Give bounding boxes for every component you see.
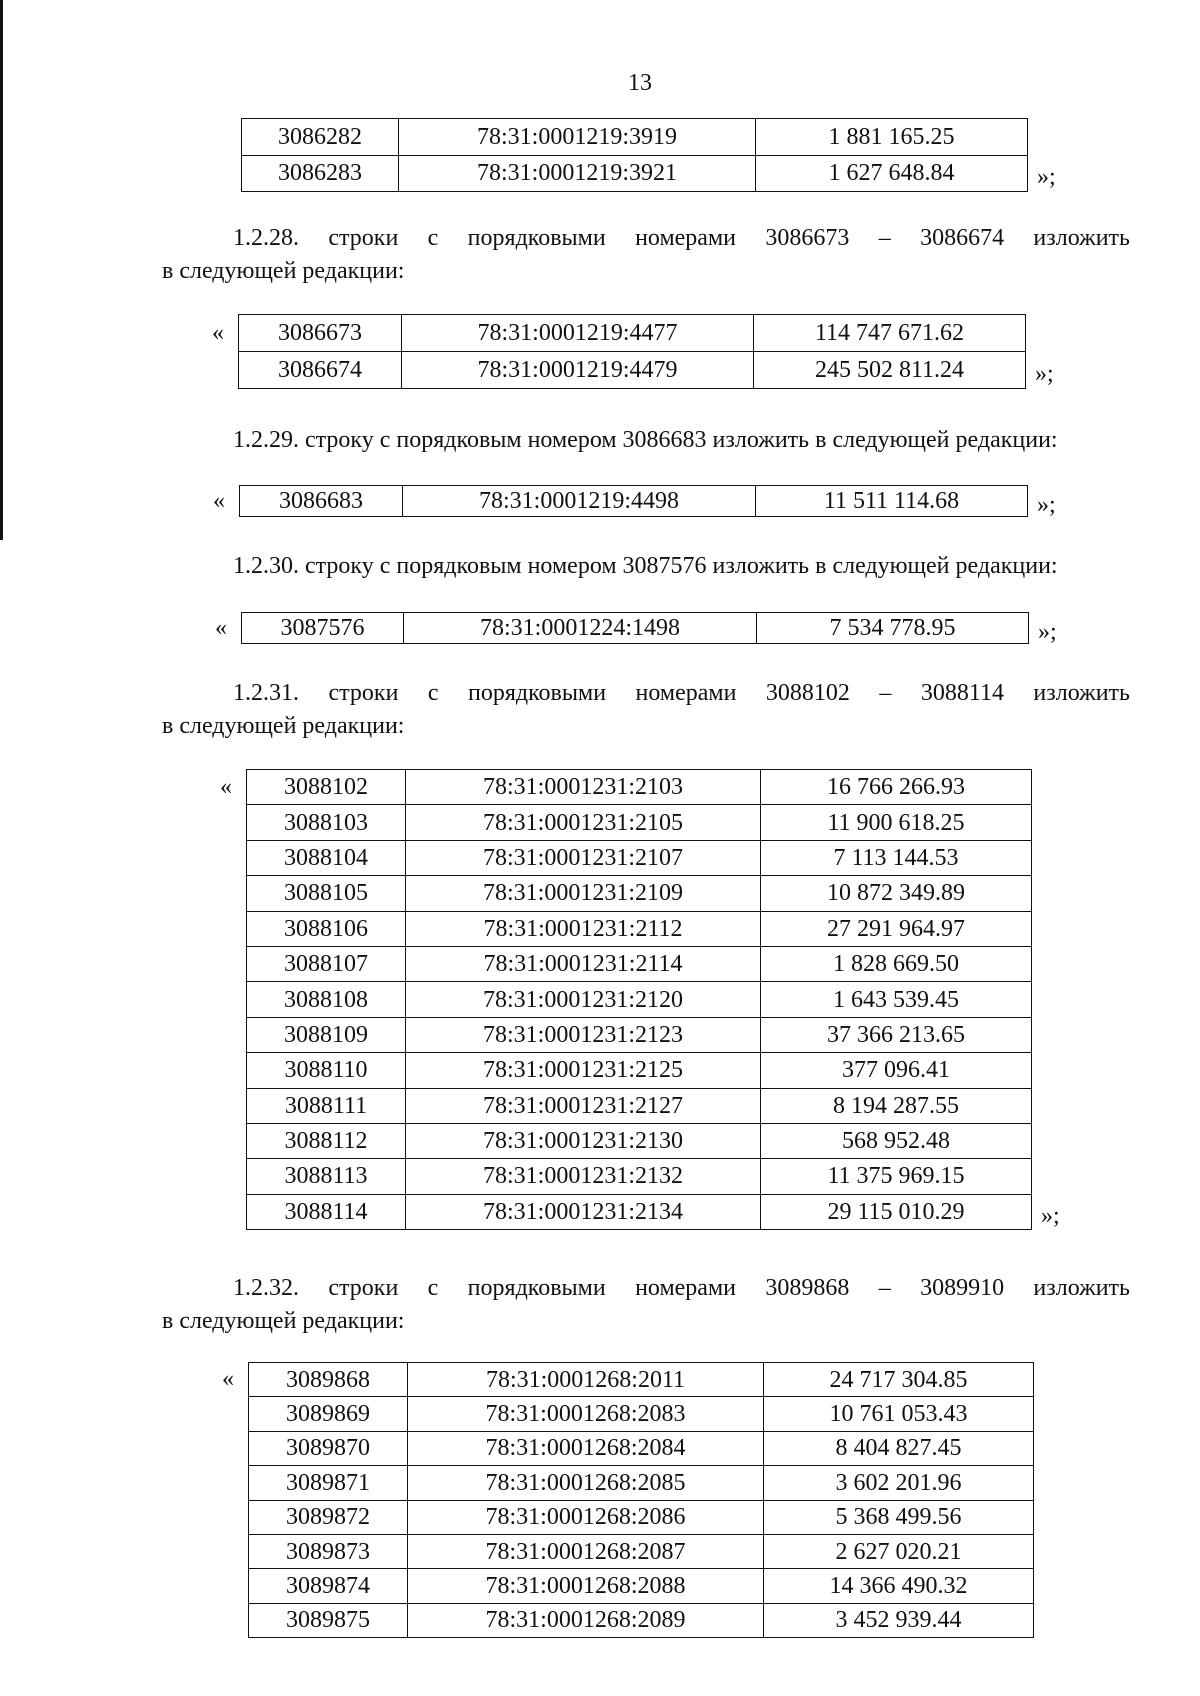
cadastral-number-cell: 78:31:0001231:2134 xyxy=(406,1194,761,1229)
value-cell: 11 511 114.68 xyxy=(756,486,1028,517)
row-number-cell: 3088110 xyxy=(247,1053,406,1088)
opening-quote: « xyxy=(212,319,224,346)
row-number-cell: 3089874 xyxy=(249,1569,408,1603)
register-table xyxy=(239,485,1028,517)
opening-quote: « xyxy=(213,487,225,514)
row-number-cell: 3088102 xyxy=(247,770,406,805)
instruction-paragraph xyxy=(162,222,1130,288)
instruction-line: в следующей редакции: xyxy=(162,713,405,739)
instruction-paragraph xyxy=(162,677,1130,743)
cadastral-number-cell: 78:31:0001231:2112 xyxy=(406,911,761,946)
row-number-cell: 3086674 xyxy=(239,352,402,389)
row-number-cell: 3088114 xyxy=(247,1194,406,1229)
value-cell: 27 291 964.97 xyxy=(761,911,1032,946)
row-number-cell: 3089871 xyxy=(249,1466,408,1500)
table-row xyxy=(242,613,1029,644)
closing-quote: »; xyxy=(1035,360,1054,387)
cadastral-number-cell: 78:31:0001231:2107 xyxy=(406,840,761,875)
value-cell: 1 627 648.84 xyxy=(756,155,1028,192)
instruction-paragraph xyxy=(162,550,1130,583)
value-cell: 11 900 618.25 xyxy=(761,805,1032,840)
cadastral-number-cell: 78:31:0001268:2087 xyxy=(408,1534,764,1568)
cadastral-number-cell: 78:31:0001231:2114 xyxy=(406,946,761,981)
closing-quote: »; xyxy=(1041,1202,1060,1229)
instruction-line: в следующей редакции: xyxy=(162,1308,405,1334)
table-row xyxy=(249,1363,1034,1397)
table-row xyxy=(247,840,1032,875)
value-cell: 11 375 969.15 xyxy=(761,1159,1032,1194)
closing-quote: »; xyxy=(1037,163,1056,190)
instruction-line: 1.2.32. строки с порядковыми номерами 3089868 – 3089910 изложить xyxy=(233,1275,1130,1301)
value-cell: 37 366 213.65 xyxy=(761,1017,1032,1052)
table-row xyxy=(247,1194,1032,1229)
row-number-cell: 3086283 xyxy=(242,155,399,192)
value-cell: 568 952.48 xyxy=(761,1123,1032,1158)
table-row xyxy=(247,1159,1032,1194)
value-cell: 1 881 165.25 xyxy=(756,119,1028,156)
table-row xyxy=(249,1431,1034,1465)
cadastral-number-cell: 78:31:0001268:2083 xyxy=(408,1397,764,1431)
value-cell: 245 502 811.24 xyxy=(754,352,1026,389)
cadastral-number-cell: 78:31:0001219:3921 xyxy=(399,155,756,192)
value-cell: 14 366 490.32 xyxy=(764,1569,1034,1603)
row-number-cell: 3088105 xyxy=(247,876,406,911)
opening-quote: « xyxy=(222,1366,234,1393)
value-cell: 3 452 939.44 xyxy=(764,1603,1034,1637)
cadastral-number-cell: 78:31:0001268:2011 xyxy=(408,1363,764,1397)
instruction-line: 1.2.29. строку с порядковым номером 3086683 изложить в следующей редакции: xyxy=(233,427,1058,453)
page-number: 13 xyxy=(628,70,652,96)
row-number-cell: 3086673 xyxy=(239,315,402,352)
table-row xyxy=(247,911,1032,946)
table-row xyxy=(239,315,1026,352)
cadastral-number-cell: 78:31:0001231:2103 xyxy=(406,770,761,805)
table-row xyxy=(247,876,1032,911)
table-row xyxy=(249,1500,1034,1534)
row-number-cell: 3088103 xyxy=(247,805,406,840)
cadastral-number-cell: 78:31:0001231:2123 xyxy=(406,1017,761,1052)
table-row xyxy=(249,1466,1034,1500)
cadastral-number-cell: 78:31:0001219:4479 xyxy=(402,352,754,389)
register-table xyxy=(241,612,1029,644)
cadastral-number-cell: 78:31:0001231:2132 xyxy=(406,1159,761,1194)
table-row xyxy=(249,1397,1034,1431)
value-cell: 7 534 778.95 xyxy=(757,613,1029,644)
cadastral-number-cell: 78:31:0001231:2109 xyxy=(406,876,761,911)
value-cell: 24 717 304.85 xyxy=(764,1363,1034,1397)
closing-quote: »; xyxy=(1037,491,1056,518)
table-row xyxy=(247,1017,1032,1052)
table-row xyxy=(249,1569,1034,1603)
register-table xyxy=(248,1362,1034,1638)
table-row xyxy=(242,119,1028,156)
table-row xyxy=(247,1053,1032,1088)
table-row xyxy=(239,352,1026,389)
table-row xyxy=(247,946,1032,981)
value-cell: 29 115 010.29 xyxy=(761,1194,1032,1229)
table-row xyxy=(249,1603,1034,1637)
row-number-cell: 3088112 xyxy=(247,1123,406,1158)
cadastral-number-cell: 78:31:0001231:2130 xyxy=(406,1123,761,1158)
row-number-cell: 3088111 xyxy=(247,1088,406,1123)
table-row xyxy=(242,155,1028,192)
cadastral-number-cell: 78:31:0001231:2120 xyxy=(406,982,761,1017)
row-number-cell: 3088113 xyxy=(247,1159,406,1194)
cadastral-number-cell: 78:31:0001231:2105 xyxy=(406,805,761,840)
row-number-cell: 3088108 xyxy=(247,982,406,1017)
row-number-cell: 3086683 xyxy=(240,486,403,517)
closing-quote: »; xyxy=(1038,618,1057,645)
register-table xyxy=(238,314,1026,389)
table-row xyxy=(240,486,1028,517)
row-number-cell: 3087576 xyxy=(242,613,404,644)
cadastral-number-cell: 78:31:0001224:1498 xyxy=(404,613,757,644)
row-number-cell: 3086282 xyxy=(242,119,399,156)
value-cell: 1 643 539.45 xyxy=(761,982,1032,1017)
value-cell: 8 194 287.55 xyxy=(761,1088,1032,1123)
cadastral-number-cell: 78:31:0001268:2088 xyxy=(408,1569,764,1603)
value-cell: 10 761 053.43 xyxy=(764,1397,1034,1431)
value-cell: 10 872 349.89 xyxy=(761,876,1032,911)
value-cell: 3 602 201.96 xyxy=(764,1466,1034,1500)
row-number-cell: 3088106 xyxy=(247,911,406,946)
value-cell: 2 627 020.21 xyxy=(764,1534,1034,1568)
cadastral-number-cell: 78:31:0001268:2084 xyxy=(408,1431,764,1465)
cadastral-number-cell: 78:31:0001219:4498 xyxy=(403,486,756,517)
value-cell: 1 828 669.50 xyxy=(761,946,1032,981)
instruction-line: 1.2.30. строку с порядковым номером 3087576 изложить в следующей редакции: xyxy=(233,553,1058,579)
cadastral-number-cell: 78:31:0001268:2089 xyxy=(408,1603,764,1637)
value-cell: 16 766 266.93 xyxy=(761,770,1032,805)
cadastral-number-cell: 78:31:0001231:2127 xyxy=(406,1088,761,1123)
register-table xyxy=(246,769,1032,1230)
instruction-line: в следующей редакции: xyxy=(162,258,405,284)
table-row xyxy=(247,770,1032,805)
row-number-cell: 3089870 xyxy=(249,1431,408,1465)
table-row xyxy=(247,805,1032,840)
instruction-paragraph xyxy=(162,1272,1130,1338)
value-cell: 8 404 827.45 xyxy=(764,1431,1034,1465)
row-number-cell: 3089875 xyxy=(249,1603,408,1637)
table-row xyxy=(247,1088,1032,1123)
instruction-paragraph xyxy=(162,424,1130,457)
row-number-cell: 3089869 xyxy=(249,1397,408,1431)
cadastral-number-cell: 78:31:0001268:2085 xyxy=(408,1466,764,1500)
opening-quote: « xyxy=(215,614,227,641)
cadastral-number-cell: 78:31:0001219:4477 xyxy=(402,315,754,352)
register-table xyxy=(241,118,1028,192)
cadastral-number-cell: 78:31:0001268:2086 xyxy=(408,1500,764,1534)
row-number-cell: 3089872 xyxy=(249,1500,408,1534)
row-number-cell: 3089868 xyxy=(249,1363,408,1397)
row-number-cell: 3088104 xyxy=(247,840,406,875)
cadastral-number-cell: 78:31:0001219:3919 xyxy=(399,119,756,156)
cadastral-number-cell: 78:31:0001231:2125 xyxy=(406,1053,761,1088)
table-row xyxy=(249,1534,1034,1568)
table-row xyxy=(247,982,1032,1017)
value-cell: 114 747 671.62 xyxy=(754,315,1026,352)
instruction-line: 1.2.28. строки с порядковыми номерами 3086673 – 3086674 изложить xyxy=(233,225,1130,251)
value-cell: 377 096.41 xyxy=(761,1053,1032,1088)
value-cell: 7 113 144.53 xyxy=(761,840,1032,875)
value-cell: 5 368 499.56 xyxy=(764,1500,1034,1534)
instruction-line: 1.2.31. строки с порядковыми номерами 3088102 – 3088114 изложить xyxy=(233,680,1130,706)
row-number-cell: 3088107 xyxy=(247,946,406,981)
table-row xyxy=(247,1123,1032,1158)
opening-quote: « xyxy=(220,773,232,800)
row-number-cell: 3088109 xyxy=(247,1017,406,1052)
row-number-cell: 3089873 xyxy=(249,1534,408,1568)
